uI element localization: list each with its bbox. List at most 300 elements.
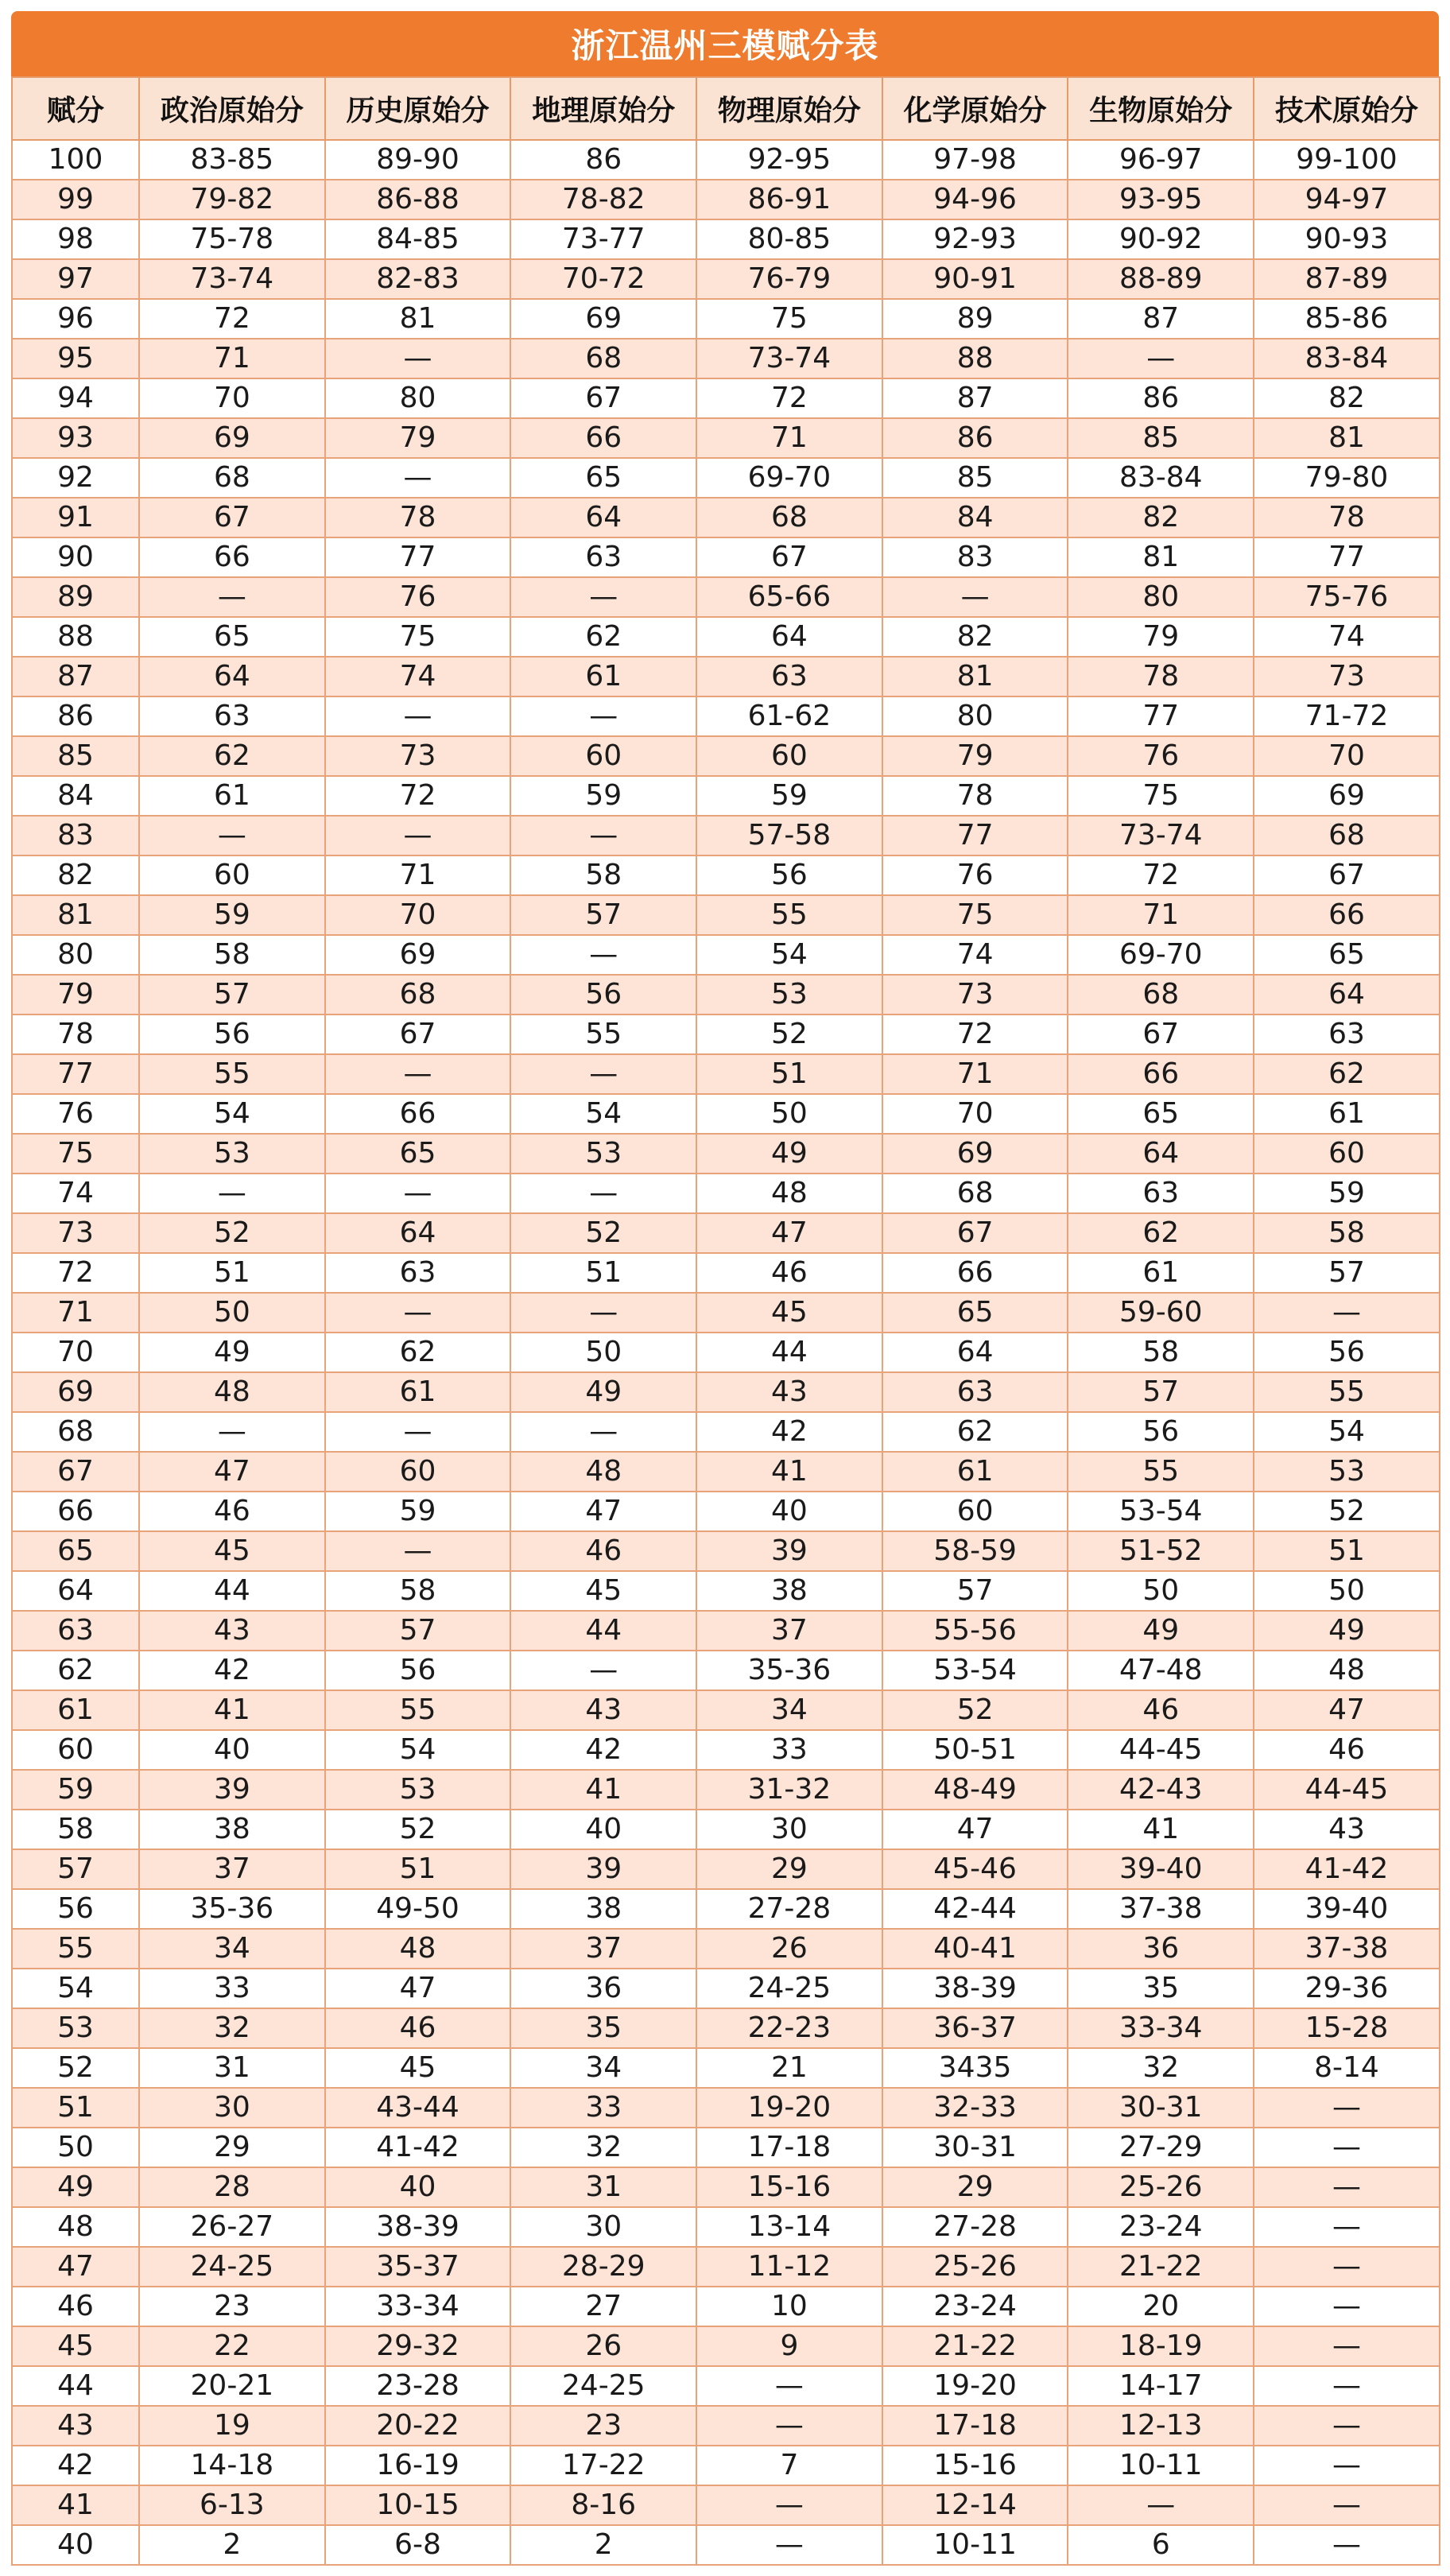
geography-cell: 59	[510, 776, 696, 816]
physics-cell: 7	[696, 2446, 882, 2485]
geography-cell: 23	[510, 2406, 696, 2446]
history-cell: 29-32	[325, 2326, 511, 2366]
score-cell: 71	[12, 1293, 139, 1333]
chemistry-cell: 30-31	[882, 2128, 1068, 2167]
geography-cell: 35	[510, 2008, 696, 2048]
history-cell: 41-42	[325, 2128, 511, 2167]
politics-cell: 70	[139, 378, 325, 418]
geography-cell: 42	[510, 1730, 696, 1770]
politics-cell: 51	[139, 1253, 325, 1293]
biology-cell: 42-43	[1068, 1770, 1254, 1810]
history-cell: 58	[325, 1571, 511, 1611]
score-cell: 85	[12, 736, 139, 776]
physics-cell: 11-12	[696, 2247, 882, 2287]
score-cell: 100	[12, 140, 139, 180]
politics-cell: 23	[139, 2287, 325, 2326]
geography-cell: 39	[510, 1849, 696, 1889]
politics-cell: 49	[139, 1333, 325, 1372]
table-row	[12, 2446, 1440, 2485]
score-cell: 86	[12, 696, 139, 736]
technology-cell: 60	[1254, 1134, 1440, 1174]
history-cell: 82-83	[325, 259, 511, 299]
geography-cell: 65	[510, 458, 696, 498]
history-cell: 55	[325, 1690, 511, 1730]
technology-cell: —	[1254, 2485, 1440, 2525]
biology-cell: 21-22	[1068, 2247, 1254, 2287]
chemistry-cell: 48-49	[882, 1770, 1068, 1810]
history-cell: 40	[325, 2167, 511, 2207]
chemistry-cell: 61	[882, 1452, 1068, 1492]
table-row	[12, 219, 1440, 259]
politics-cell: 45	[139, 1531, 325, 1571]
table-row	[12, 1094, 1440, 1134]
politics-cell: 83-85	[139, 140, 325, 180]
politics-cell: 32	[139, 2008, 325, 2048]
biology-cell: 83-84	[1068, 458, 1254, 498]
politics-cell: 68	[139, 458, 325, 498]
technology-cell: 65	[1254, 935, 1440, 975]
physics-cell: 39	[696, 1531, 882, 1571]
table-row	[12, 895, 1440, 935]
physics-cell: 21	[696, 2048, 882, 2088]
physics-cell: 71	[696, 418, 882, 458]
history-cell: 6-8	[325, 2525, 511, 2565]
history-cell: 53	[325, 1770, 511, 1810]
geography-cell: 38	[510, 1889, 696, 1929]
score-cell: 72	[12, 1253, 139, 1293]
chemistry-cell: 15-16	[882, 2446, 1068, 2485]
technology-cell: 49	[1254, 1611, 1440, 1651]
technology-cell: 55	[1254, 1372, 1440, 1412]
technology-cell: 90-93	[1254, 219, 1440, 259]
politics-cell: 31	[139, 2048, 325, 2088]
table-row	[12, 816, 1440, 855]
geography-cell: 37	[510, 1929, 696, 1969]
score-cell: 58	[12, 1810, 139, 1849]
table-row	[12, 537, 1440, 577]
score-cell: 95	[12, 339, 139, 378]
physics-cell: 75	[696, 299, 882, 339]
biology-cell: 90-92	[1068, 219, 1254, 259]
physics-cell: 64	[696, 617, 882, 657]
chemistry-cell: —	[882, 577, 1068, 617]
history-cell: 59	[325, 1492, 511, 1531]
history-cell: —	[325, 1293, 511, 1333]
geography-cell: 67	[510, 378, 696, 418]
history-cell: 35-37	[325, 2247, 511, 2287]
biology-cell: 85	[1068, 418, 1254, 458]
score-cell: 53	[12, 2008, 139, 2048]
history-cell: 76	[325, 577, 511, 617]
politics-cell: 26-27	[139, 2207, 325, 2247]
table-row	[12, 458, 1440, 498]
geography-cell: 34	[510, 2048, 696, 2088]
biology-cell: 59-60	[1068, 1293, 1254, 1333]
table-row	[12, 1412, 1440, 1452]
politics-cell: 61	[139, 776, 325, 816]
technology-cell: 74	[1254, 617, 1440, 657]
biology-cell: 36	[1068, 1929, 1254, 1969]
physics-cell: 48	[696, 1174, 882, 1213]
politics-cell: 20-21	[139, 2366, 325, 2406]
physics-cell: 50	[696, 1094, 882, 1134]
biology-cell: 88-89	[1068, 259, 1254, 299]
technology-cell: 48	[1254, 1651, 1440, 1690]
table-row	[12, 855, 1440, 895]
technology-cell: 64	[1254, 975, 1440, 1014]
chemistry-cell: 38-39	[882, 1969, 1068, 2008]
technology-cell: 52	[1254, 1492, 1440, 1531]
table-row	[12, 2287, 1440, 2326]
geography-cell: —	[510, 1651, 696, 1690]
score-cell: 63	[12, 1611, 139, 1651]
geography-cell: 51	[510, 1253, 696, 1293]
score-cell: 82	[12, 855, 139, 895]
history-cell: 47	[325, 1969, 511, 2008]
biology-cell: 76	[1068, 736, 1254, 776]
geography-cell: 17-22	[510, 2446, 696, 2485]
chemistry-cell: 50-51	[882, 1730, 1068, 1770]
biology-cell: 30-31	[1068, 2088, 1254, 2128]
politics-cell: 73-74	[139, 259, 325, 299]
physics-cell: 22-23	[696, 2008, 882, 2048]
score-cell: 73	[12, 1213, 139, 1253]
table-row	[12, 2525, 1440, 2565]
biology-cell: 32	[1068, 2048, 1254, 2088]
technology-cell: 83-84	[1254, 339, 1440, 378]
biology-cell: 12-13	[1068, 2406, 1254, 2446]
geography-cell: 8-16	[510, 2485, 696, 2525]
geography-cell: 69	[510, 299, 696, 339]
technology-cell: —	[1254, 2167, 1440, 2207]
score-cell: 90	[12, 537, 139, 577]
politics-cell: 6-13	[139, 2485, 325, 2525]
geography-cell: 62	[510, 617, 696, 657]
biology-cell: 50	[1068, 1571, 1254, 1611]
biology-cell: 93-95	[1068, 180, 1254, 219]
table-row	[12, 696, 1440, 736]
history-cell: 65	[325, 1134, 511, 1174]
politics-cell: 28	[139, 2167, 325, 2207]
chemistry-cell: 36-37	[882, 2008, 1068, 2048]
technology-cell: 70	[1254, 736, 1440, 776]
table-row	[12, 1333, 1440, 1372]
score-cell: 68	[12, 1412, 139, 1452]
history-cell: —	[325, 339, 511, 378]
geography-cell: 54	[510, 1094, 696, 1134]
physics-cell: 9	[696, 2326, 882, 2366]
technology-cell: —	[1254, 2446, 1440, 2485]
table-row	[12, 1571, 1440, 1611]
table-row	[12, 2406, 1440, 2446]
physics-cell: 15-16	[696, 2167, 882, 2207]
technology-cell: 69	[1254, 776, 1440, 816]
biology-cell: 61	[1068, 1253, 1254, 1293]
politics-cell: 55	[139, 1054, 325, 1094]
table-row	[12, 1730, 1440, 1770]
chemistry-cell: 75	[882, 895, 1068, 935]
history-cell: —	[325, 696, 511, 736]
biology-cell: 10-11	[1068, 2446, 1254, 2485]
politics-cell: 44	[139, 1571, 325, 1611]
chemistry-cell: 73	[882, 975, 1068, 1014]
technology-cell: 63	[1254, 1014, 1440, 1054]
politics-cell: 72	[139, 299, 325, 339]
biology-cell: 37-38	[1068, 1889, 1254, 1929]
history-cell: 45	[325, 2048, 511, 2088]
politics-cell: 34	[139, 1929, 325, 1969]
geography-cell: —	[510, 577, 696, 617]
politics-cell: 65	[139, 617, 325, 657]
table-row	[12, 975, 1440, 1014]
history-cell: 70	[325, 895, 511, 935]
technology-cell: —	[1254, 2525, 1440, 2565]
history-cell: —	[325, 1531, 511, 1571]
biology-cell: 67	[1068, 1014, 1254, 1054]
geography-cell: 60	[510, 736, 696, 776]
biology-cell: 57	[1068, 1372, 1254, 1412]
biology-cell: 6	[1068, 2525, 1254, 2565]
table-row	[12, 498, 1440, 537]
politics-cell: 14-18	[139, 2446, 325, 2485]
biology-cell: 53-54	[1068, 1492, 1254, 1531]
biology-cell: 65	[1068, 1094, 1254, 1134]
history-cell: 74	[325, 657, 511, 696]
table-row	[12, 1213, 1440, 1253]
table-row	[12, 2088, 1440, 2128]
biology-cell: 75	[1068, 776, 1254, 816]
geography-cell: —	[510, 696, 696, 736]
geography-cell: 33	[510, 2088, 696, 2128]
score-cell: 55	[12, 1929, 139, 1969]
physics-cell: 92-95	[696, 140, 882, 180]
score-cell: 96	[12, 299, 139, 339]
chemistry-cell: 52	[882, 1690, 1068, 1730]
history-cell: 73	[325, 736, 511, 776]
physics-cell: 41	[696, 1452, 882, 1492]
biology-cell: 78	[1068, 657, 1254, 696]
score-cell: 41	[12, 2485, 139, 2525]
chemistry-cell: 79	[882, 736, 1068, 776]
geography-cell: 47	[510, 1492, 696, 1531]
geography-cell: 63	[510, 537, 696, 577]
table-row	[12, 339, 1440, 378]
physics-cell: 86-91	[696, 180, 882, 219]
table-row	[12, 657, 1440, 696]
technology-cell: 99-100	[1254, 140, 1440, 180]
biology-cell: 58	[1068, 1333, 1254, 1372]
biology-cell: 81	[1068, 537, 1254, 577]
politics-cell: 42	[139, 1651, 325, 1690]
geography-cell: 32	[510, 2128, 696, 2167]
header-chemistry: 化学原始分	[882, 77, 1068, 140]
chemistry-cell: 90-91	[882, 259, 1068, 299]
physics-cell: —	[696, 2525, 882, 2565]
geography-cell: 31	[510, 2167, 696, 2207]
politics-cell: 24-25	[139, 2247, 325, 2287]
geography-cell: 40	[510, 1810, 696, 1849]
politics-cell: 33	[139, 1969, 325, 2008]
physics-cell: 44	[696, 1333, 882, 1372]
table-row	[12, 935, 1440, 975]
physics-cell: 49	[696, 1134, 882, 1174]
score-cell: 45	[12, 2326, 139, 2366]
politics-cell: 79-82	[139, 180, 325, 219]
chemistry-cell: 12-14	[882, 2485, 1068, 2525]
table-row	[12, 418, 1440, 458]
technology-cell: 79-80	[1254, 458, 1440, 498]
biology-cell: 82	[1068, 498, 1254, 537]
technology-cell: 87-89	[1254, 259, 1440, 299]
physics-cell: 51	[696, 1054, 882, 1094]
score-cell: 79	[12, 975, 139, 1014]
geography-cell: —	[510, 1293, 696, 1333]
history-cell: 67	[325, 1014, 511, 1054]
score-cell: 66	[12, 1492, 139, 1531]
table-row	[12, 299, 1440, 339]
history-cell: 43-44	[325, 2088, 511, 2128]
technology-cell: —	[1254, 2088, 1440, 2128]
physics-cell: 73-74	[696, 339, 882, 378]
technology-cell: 61	[1254, 1094, 1440, 1134]
chemistry-cell: 77	[882, 816, 1068, 855]
biology-cell: 56	[1068, 1412, 1254, 1452]
technology-cell: 37-38	[1254, 1929, 1440, 1969]
biology-cell: 71	[1068, 895, 1254, 935]
biology-cell: 96-97	[1068, 140, 1254, 180]
history-cell: 49-50	[325, 1889, 511, 1929]
score-cell: 87	[12, 657, 139, 696]
table-row	[12, 1293, 1440, 1333]
politics-cell: 29	[139, 2128, 325, 2167]
politics-cell: 40	[139, 1730, 325, 1770]
score-cell: 61	[12, 1690, 139, 1730]
score-cell: 93	[12, 418, 139, 458]
biology-cell: 39-40	[1068, 1849, 1254, 1889]
biology-cell: 66	[1068, 1054, 1254, 1094]
technology-cell: —	[1254, 2128, 1440, 2167]
history-cell: —	[325, 816, 511, 855]
history-cell: 46	[325, 2008, 511, 2048]
chemistry-cell: 63	[882, 1372, 1068, 1412]
politics-cell: 69	[139, 418, 325, 458]
history-cell: 89-90	[325, 140, 511, 180]
table-row	[12, 1054, 1440, 1094]
score-cell: 76	[12, 1094, 139, 1134]
biology-cell: 25-26	[1068, 2167, 1254, 2207]
biology-cell: 80	[1068, 577, 1254, 617]
geography-cell: 56	[510, 975, 696, 1014]
technology-cell: 50	[1254, 1571, 1440, 1611]
history-cell: 10-15	[325, 2485, 511, 2525]
score-cell: 48	[12, 2207, 139, 2247]
score-cell: 47	[12, 2247, 139, 2287]
score-cell: 60	[12, 1730, 139, 1770]
physics-cell: 24-25	[696, 1969, 882, 2008]
history-cell: 38-39	[325, 2207, 511, 2247]
table-row	[12, 2366, 1440, 2406]
history-cell: 69	[325, 935, 511, 975]
table-row	[12, 1253, 1440, 1293]
table-row	[12, 2008, 1440, 2048]
chemistry-cell: 23-24	[882, 2287, 1068, 2326]
history-cell: 52	[325, 1810, 511, 1849]
geography-cell: 68	[510, 339, 696, 378]
biology-cell: 72	[1068, 855, 1254, 895]
table-row	[12, 259, 1440, 299]
header-politics: 政治原始分	[139, 77, 325, 140]
biology-cell: 46	[1068, 1690, 1254, 1730]
table-row	[12, 1372, 1440, 1412]
biology-cell: 64	[1068, 1134, 1254, 1174]
politics-cell: 56	[139, 1014, 325, 1054]
technology-cell: —	[1254, 2207, 1440, 2247]
politics-cell: —	[139, 577, 325, 617]
politics-cell: —	[139, 1174, 325, 1213]
biology-cell: 23-24	[1068, 2207, 1254, 2247]
physics-cell: 46	[696, 1253, 882, 1293]
chemistry-cell: 68	[882, 1174, 1068, 1213]
table-row	[12, 2128, 1440, 2167]
history-cell: 72	[325, 776, 511, 816]
technology-cell: —	[1254, 2287, 1440, 2326]
chemistry-cell: 10-11	[882, 2525, 1068, 2565]
score-cell: 94	[12, 378, 139, 418]
table-row	[12, 1452, 1440, 1492]
biology-cell: 77	[1068, 696, 1254, 736]
score-cell: 59	[12, 1770, 139, 1810]
technology-cell: 94-97	[1254, 180, 1440, 219]
physics-cell: 65-66	[696, 577, 882, 617]
physics-cell: 53	[696, 975, 882, 1014]
history-cell: 16-19	[325, 2446, 511, 2485]
technology-cell: 8-14	[1254, 2048, 1440, 2088]
geography-cell: 27	[510, 2287, 696, 2326]
politics-cell: 19	[139, 2406, 325, 2446]
politics-cell: 64	[139, 657, 325, 696]
physics-cell: 57-58	[696, 816, 882, 855]
geography-cell: 70-72	[510, 259, 696, 299]
biology-cell: 44-45	[1068, 1730, 1254, 1770]
score-cell: 70	[12, 1333, 139, 1372]
physics-cell: 37	[696, 1611, 882, 1651]
score-cell: 56	[12, 1889, 139, 1929]
geography-cell: 48	[510, 1452, 696, 1492]
table-row	[12, 1929, 1440, 1969]
chemistry-cell: 29	[882, 2167, 1068, 2207]
physics-cell: —	[696, 2406, 882, 2446]
score-cell: 74	[12, 1174, 139, 1213]
history-cell: 80	[325, 378, 511, 418]
history-cell: 54	[325, 1730, 511, 1770]
history-cell: 57	[325, 1611, 511, 1651]
score-cell: 92	[12, 458, 139, 498]
physics-cell: 80-85	[696, 219, 882, 259]
table-body	[12, 140, 1440, 2565]
physics-cell: 33	[696, 1730, 882, 1770]
chemistry-cell: 66	[882, 1253, 1068, 1293]
history-cell: 23-28	[325, 2366, 511, 2406]
politics-cell: 53	[139, 1134, 325, 1174]
technology-cell: 78	[1254, 498, 1440, 537]
history-cell: 68	[325, 975, 511, 1014]
politics-cell: 30	[139, 2088, 325, 2128]
technology-cell: 39-40	[1254, 1889, 1440, 1929]
score-cell: 98	[12, 219, 139, 259]
technology-cell: 57	[1254, 1253, 1440, 1293]
geography-cell: —	[510, 1054, 696, 1094]
chemistry-cell: 71	[882, 1054, 1068, 1094]
